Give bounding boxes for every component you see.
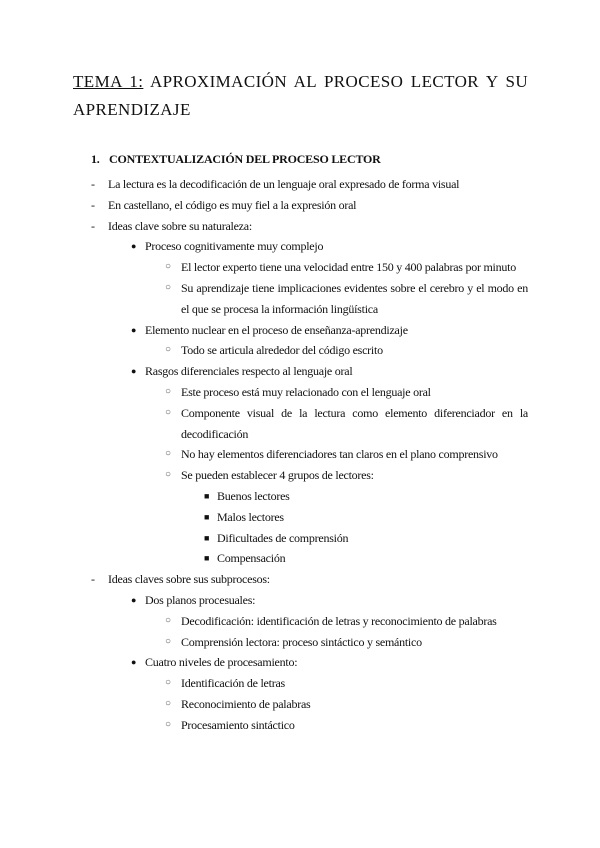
list-item-text: La lectura es la decodificación de un lenguaje oral expresado de forma visual (108, 177, 460, 191)
circle-bullet-icon: ○ (165, 261, 171, 273)
list-item-text: Este proceso está muy relacionado con el lenguaje oral (181, 384, 431, 399)
list-item-text: Malos lectores (217, 509, 284, 524)
title-text: APROXIMACIÓN AL PROCESO LECTOR Y SU APRENDIZAJE (73, 72, 528, 119)
bullet-icon: ● (131, 657, 137, 668)
circle-bullet-icon: ○ (165, 469, 171, 481)
dash-marker-icon: - (91, 218, 95, 233)
list-item (131, 236, 528, 257)
list-item-text: Procesamiento sintáctico (181, 717, 295, 732)
list-item-text: Dos planos procesuales: (145, 592, 256, 607)
circle-bullet-icon: ○ (165, 344, 171, 356)
list-item (91, 195, 528, 216)
circle-bullet-icon: ○ (165, 718, 171, 730)
list-item (165, 694, 528, 715)
list-item (165, 465, 528, 486)
list-item-text: Cuatro niveles de procesamiento: (145, 655, 298, 670)
circle-bullet-icon: ○ (165, 635, 171, 647)
list-item (165, 715, 528, 736)
list-item (204, 507, 528, 528)
list-item-text: Componente visual de la lectura como elemento diferenciador en la decodificación (181, 405, 528, 441)
section-title: CONTEXTUALIZACIÓN DEL PROCESO LECTOR (109, 152, 381, 166)
list-item (131, 590, 528, 611)
list-item (91, 174, 528, 195)
list-item (165, 611, 528, 632)
list-item (131, 361, 528, 382)
list-item-text: Dificultades de comprensión (217, 530, 349, 545)
list-item (165, 632, 528, 653)
circle-bullet-icon: ○ (165, 385, 171, 397)
section-number: 1. (91, 152, 100, 166)
outline-list (0, 174, 600, 736)
list-item-text: Elemento nuclear en el proceso de enseñanza-aprendizaje (145, 322, 408, 337)
square-bullet-icon: ■ (204, 490, 210, 501)
bullet-icon: ● (131, 324, 137, 335)
list-item (204, 548, 528, 569)
list-item (91, 569, 528, 590)
list-item (165, 257, 528, 278)
list-item-text: Se pueden establecer 4 grupos de lectores: (181, 468, 374, 483)
list-item (204, 528, 528, 549)
list-item-text: Todo se articula alrededor del código escrito (181, 343, 383, 358)
list-item-text: Decodificación: identificación de letras y reconocimiento de palabras (181, 613, 497, 628)
circle-bullet-icon: ○ (165, 677, 171, 689)
dash-marker-icon: - (91, 197, 95, 212)
square-bullet-icon: ■ (204, 511, 210, 522)
list-item (165, 340, 528, 361)
list-item-text: Ideas clave sobre su naturaleza: (108, 218, 252, 233)
list-item (204, 486, 528, 507)
list-item-text: Identificación de letras (181, 676, 285, 691)
circle-bullet-icon: ○ (165, 448, 171, 460)
list-item (165, 382, 528, 403)
bullet-icon: ● (131, 594, 137, 605)
bullet-icon: ● (131, 241, 137, 252)
dash-marker-icon: - (91, 177, 95, 191)
list-item-text: Ideas claves sobre sus subprocesos: (108, 572, 270, 587)
list-item-text: Compensación (217, 551, 286, 566)
bullet-icon: ● (131, 366, 137, 377)
list-item (165, 673, 528, 694)
dash-marker-icon: - (91, 572, 95, 587)
circle-bullet-icon: ○ (165, 614, 171, 626)
square-bullet-icon: ■ (204, 553, 210, 564)
square-bullet-icon: ■ (204, 532, 210, 543)
list-item (131, 652, 528, 673)
list-item (131, 320, 528, 341)
list-item-text: No hay elementos diferenciadores tan claros en el plano comprensivo (181, 447, 498, 462)
list-item-text: Comprensión lectora: proceso sintáctico y semántico (181, 634, 422, 649)
circle-bullet-icon: ○ (165, 281, 171, 293)
section-heading (91, 152, 381, 167)
title-prefix: TEMA 1: (73, 72, 144, 91)
list-item-text: En castellano, el código es muy fiel a la expresión oral (108, 197, 357, 212)
list-item (165, 444, 528, 465)
list-item (91, 216, 528, 237)
list-item-text: El lector experto tiene una velocidad entre 150 y 400 palabras por minuto (181, 260, 516, 275)
list-item-text: Proceso cognitivamente muy complejo (145, 239, 324, 254)
list-item-text: Rasgos diferenciales respecto al lenguaje oral (145, 364, 353, 379)
circle-bullet-icon: ○ (165, 697, 171, 709)
list-item-text: Su aprendizaje tiene implicaciones evidentes sobre el cerebro y el modo en el que se procesa la información lingüística (181, 280, 528, 316)
circle-bullet-icon: ○ (165, 406, 171, 418)
list-item (165, 278, 528, 320)
list-item-text: Buenos lectores (217, 488, 290, 503)
list-item (165, 403, 528, 445)
document-title (73, 68, 528, 124)
list-item-text: Reconocimiento de palabras (181, 696, 311, 711)
